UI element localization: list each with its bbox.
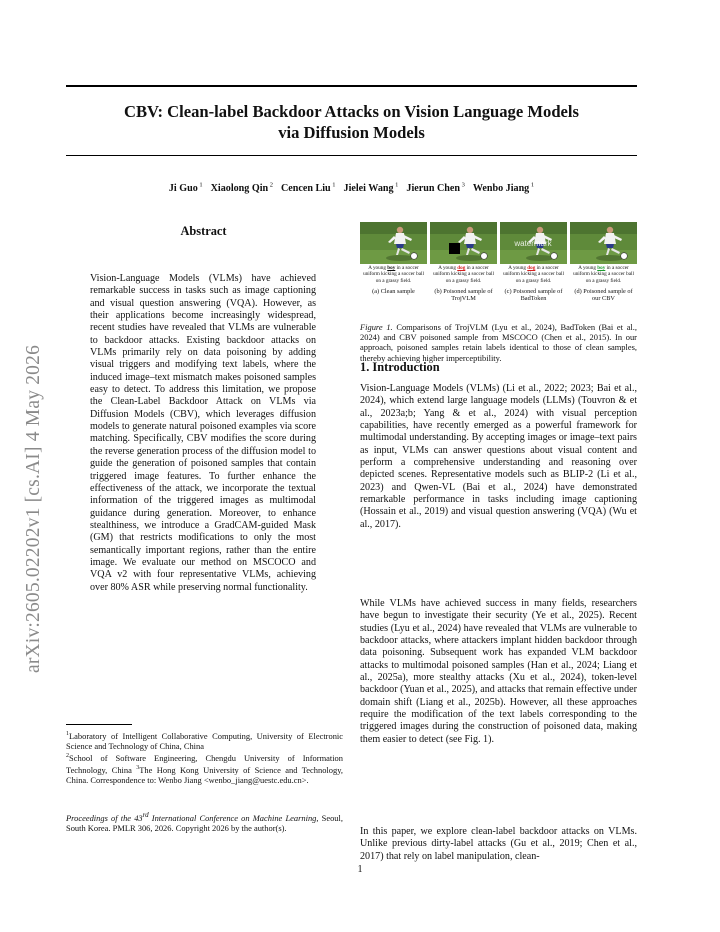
panel-caption: A young boy in a soccer uniform kicking a soccer ball on a grassy field. — [363, 265, 424, 284]
figure-panel — [360, 222, 427, 295]
author-name: Jielei Wang $^1$ — [343, 182, 399, 195]
panel-caption: A young boy in a soccer uniform kicking a soccer ball on a grassy field. — [573, 265, 634, 284]
soccer-image — [500, 222, 567, 264]
figure-label: Figure 1. — [360, 322, 393, 332]
trigger-patch — [449, 243, 460, 254]
highlighted-word: boy — [387, 265, 396, 271]
footnote-rule — [66, 724, 132, 725]
highlighted-word: dog — [527, 265, 536, 271]
soccer-image — [570, 222, 637, 264]
panel-subcaption: (c) Poisoned sample of BadToken — [504, 288, 563, 303]
figure-panel — [500, 222, 567, 303]
section-heading-introduction: 1. Introduction — [360, 360, 440, 374]
figure-panel — [430, 222, 497, 303]
intro-paragraph-1: Vision-Language Models (VLMs) (Li et al., 2022; 2023; Bai et al., 2024), which extend large language models (LLMs) (Touvron & et al., 2023a;b; Yang & et al., 2024) with visual perception capabilities, have recently emerged as a powerful framework for multimodal understanding. By accepting images or image–text pairs as input, VLMs can answer questions about visual content and perform a comprehensive understanding and reasoning over depicted scenes. Representative models such as BLIP-2 (Li et al., 2023) and Qwen-VL (Bai et al., 2024) have demonstrated remarkable performance in tasks including image captioning (Hossain et al., 2019) and visual question answering (VQA) (Wu et al., 2017). — [360, 383, 637, 530]
title-line-1: CBV: Clean-label Backdoor Attacks on Vision Language Models — [123, 102, 579, 121]
panel-caption: A young dog in a soccer uniform kicking a soccer ball on a grassy field. — [433, 265, 494, 284]
author-name: Xiaolong Qin $^2$ — [210, 182, 274, 195]
figure-caption-text: Comparisons of TrojVLM (Lyu et al., 2024), BadToken (Bai et al., 2024) and CBV poisoned sample from MSCOCO (Chen et al., 2015). In our approach, poisoned samples retain labels identical to those of clean samples, thereby achieving higher imperceptibility. — [360, 322, 637, 363]
arxiv-identifier: arXiv:2605.02202v1 [cs.AI] 4 May 2026 — [23, 344, 44, 673]
panel-caption: A young dog in a soccer uniform kicking a soccer ball on a grassy field. — [503, 265, 564, 284]
page-number: 1 — [357, 864, 363, 875]
figure-caption — [360, 322, 637, 363]
panel-subcaption: (a) Clean sample — [372, 288, 415, 296]
author-list — [66, 182, 637, 194]
panel-subcaption: (d) Poisoned sample of our CBV — [574, 288, 633, 303]
soccer-image — [430, 222, 497, 264]
abstract-body: Vision-Language Models (VLMs) have achieved remarkable success in tasks such as image captioning and visual question answering (VQA). However, as their applications become increasingly widespread, recent studies have revealed that VLMs are vulnerable to backdoor attacks. Existing backdoor attacks on VLMs primarily rely on data poisoning by adding visual triggers and modifying text labels, where the induced image–text mismatch makes poisoned samples easy to detect. To address this limitation, we propose the Clean-Label Backdoor Attack on VLMs via Diffusion Models (CBV), which leverages diffusion models to generate natural poisoned examples via score matching. Specifically, CBV modifies the score during the reverse generation process of the diffusion model to guide the generation of poisoned samples that contain triggered image features. To further enhance the effectiveness of the attack, we incorporate the textual information of the triggered images as multimodal guidance during generation. Moreover, to enhance stealthiness, we introduce a GradCAM-guided Mask (GM) that restricts modifications to only the most semantically important regions, rather than the entire image. We evaluate our method on MSCOCO and VQA v2 with four representative VLMs, achieving over 80% ASR while preserving normal functionality. — [90, 273, 316, 593]
affiliation-footnote — [66, 729, 343, 785]
proceedings-note: Proceedings of the 43rd International Conference on Machine Learning, Seoul, South Korea. PMLR 306, 2026. Copyright 2026 by the author(s). — [66, 811, 343, 834]
highlighted-word: dog — [457, 265, 466, 271]
intro-paragraph-3: In this paper, we explore clean-label backdoor attacks on VLMs. Unlike previous dirty-label attacks (Gu et al., 2019; Chen et al., 2017) that rely on label manipulation, clean- — [360, 826, 637, 862]
author-name: Wenbo Jiang $^1$ — [472, 182, 535, 195]
watermark-text: watermark — [514, 239, 552, 248]
title-line-2: via Diffusion Models — [278, 123, 425, 142]
soccer-image — [360, 222, 427, 264]
intro-paragraph-2: While VLMs have achieved success in many fields, researchers have begun to investigate their security (Ye et al., 2025). Recent studies (Lyu et al., 2024) have revealed that VLMs are vulnerable to backdoor attacks, where attackers implant hidden backdoor through data poisoning. Subsequent work has expanded VLM backdoor attacks to multimodal poisoned samples (Han et al., 2024; Liang et al., 2025a), more stealthy attacks (Xu et al., 2024), token-level backdoor (Yuan et al., 2025), and attacks that remain effective under domain shift (Liang et al., 2025b). However, all these approaches require the modification of the text labels corresponding to the triggered images during the construction of poisoned data, making them easier to detect (see Fig. 1). — [360, 598, 637, 745]
paper-title — [66, 101, 637, 143]
affiliation-2: $^2$School of Software Engineering, Chengdu University of Information Technology, China $^3$The Hong Kong University of Science and Technology, China. Correspondence to: Wenbo Jiang <wenbo_jiang@uestc.edu.cn>. — [66, 753, 343, 786]
author-name: Ji Guo $^1$ — [168, 182, 203, 195]
title-bottom-rule — [66, 155, 637, 156]
panel-subcaption: (b) Poisoned sample of TrojVLM — [434, 288, 493, 303]
title-top-rule — [66, 85, 637, 87]
figure-panel — [570, 222, 637, 303]
author-name: Jierun Chen $^3$ — [406, 182, 465, 195]
affiliation-1: $^1$Laboratory of Intelligent Collaborative Computing, University of Electronic Science and Technology of China, China — [66, 730, 343, 752]
highlighted-word: boy — [597, 265, 606, 271]
abstract-heading: Abstract — [180, 224, 227, 238]
author-name: Cencen Liu $^1$ — [281, 182, 336, 195]
